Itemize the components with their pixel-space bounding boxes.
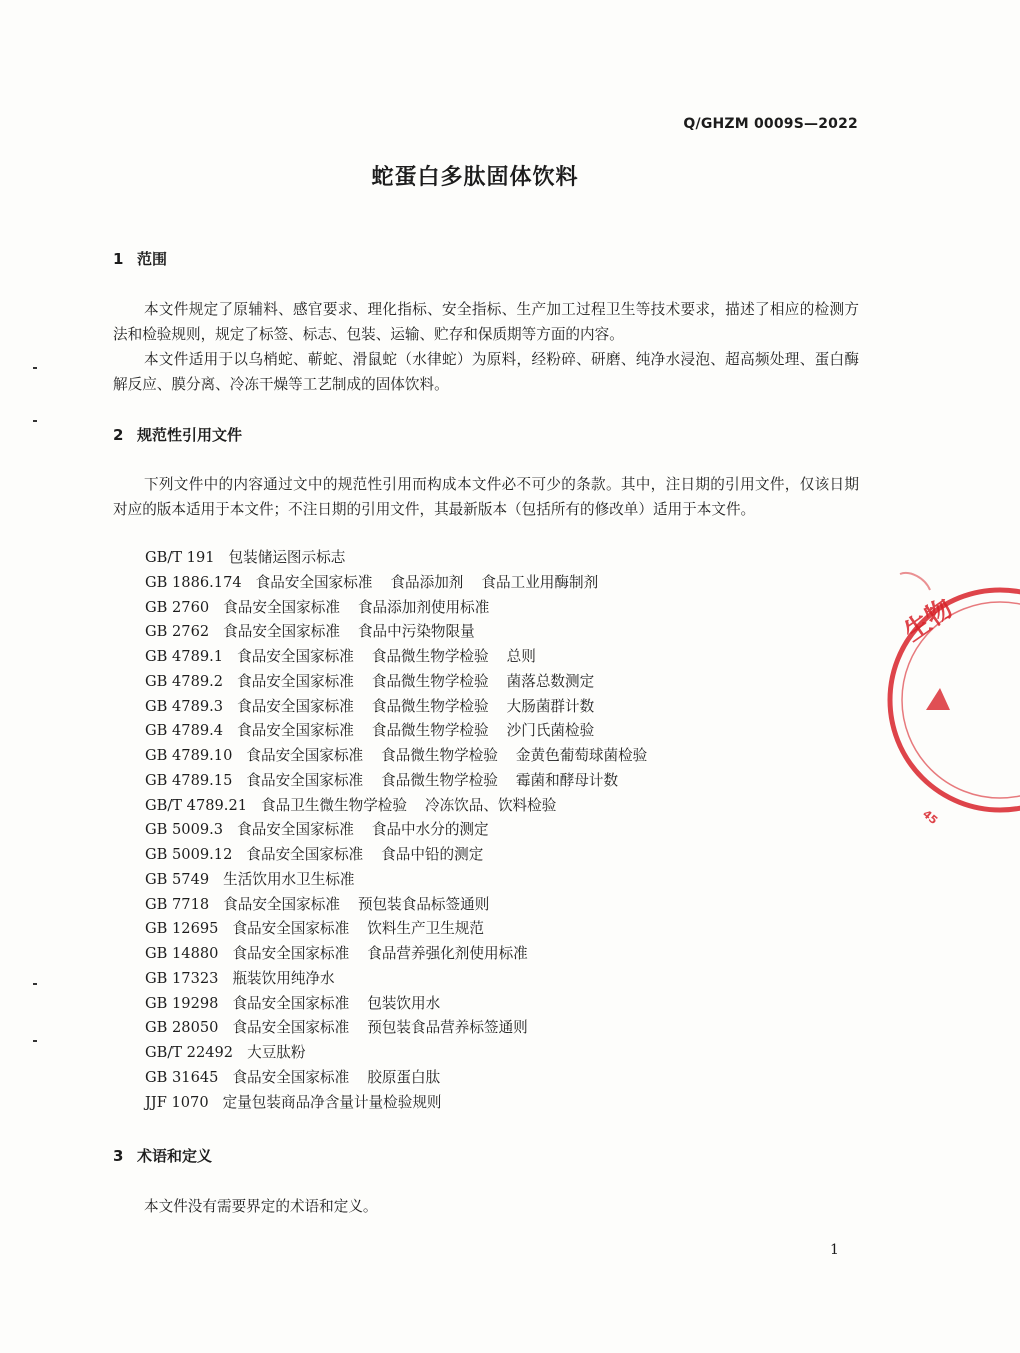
document-number: Q/GHZM 0009S—2022 xyxy=(683,116,858,132)
reference-title-part: 预包装食品营养标签通则 xyxy=(367,1019,528,1037)
reference-title-part: 冷冻饮品、饮料检验 xyxy=(424,796,557,814)
reference-title-part: 食品安全国家标准 xyxy=(237,697,354,715)
section-3-heading xyxy=(113,1145,212,1166)
reference-title-part: 食品安全国家标准 xyxy=(237,722,354,740)
scan-mark xyxy=(33,367,37,369)
reference-code: JJF 1070 xyxy=(145,1093,209,1111)
reference-code: GB 5009.12 xyxy=(145,846,233,863)
reference-code: GB/T 191 xyxy=(145,549,215,566)
reference-title-part: 预包装食品标签通则 xyxy=(357,895,490,913)
reference-item xyxy=(145,843,665,868)
reference-title-part: 包装储运图示标志 xyxy=(228,549,346,566)
reference-code: GB 28050 xyxy=(145,1019,219,1037)
reference-item xyxy=(145,868,665,893)
reference-title-part: 食品安全国家标准 xyxy=(232,994,350,1012)
reference-code: GB/T 22492 xyxy=(145,1044,234,1061)
reference-code: GB 31645 xyxy=(145,1068,219,1086)
reference-item xyxy=(145,1091,665,1116)
reference-title-part: 食品卫生微生物学检验 xyxy=(261,796,407,814)
reference-code: GB 7718 xyxy=(145,895,210,913)
reference-title-part: 霉菌和酵母计数 xyxy=(515,771,619,789)
section-2-heading xyxy=(113,424,242,445)
reference-code: GB 2760 xyxy=(145,598,210,616)
reference-code: GB 12695 xyxy=(145,920,219,938)
section-number: 3 xyxy=(113,1147,124,1165)
reference-item xyxy=(145,1041,665,1066)
reference-code: GB/T 4789.21 xyxy=(145,796,248,814)
reference-title-part: 食品安全国家标准 xyxy=(255,573,373,591)
section-title: 范围 xyxy=(137,250,168,268)
reference-title-part: 食品安全国家标准 xyxy=(223,895,340,913)
reference-title-part: 瓶装饮用纯净水 xyxy=(232,969,335,987)
reference-item xyxy=(145,1066,665,1091)
reference-title-part: 食品添加剂使用标准 xyxy=(357,598,490,616)
reference-item xyxy=(145,992,665,1017)
reference-title-part: 食品中水分的测定 xyxy=(371,821,489,839)
reference-title-part: 食品安全国家标准 xyxy=(232,1019,350,1037)
reference-title-part: 食品添加剂 xyxy=(390,573,464,591)
section-number: 2 xyxy=(113,426,124,444)
reference-code: GB 19298 xyxy=(145,994,219,1012)
reference-title-part: 食品安全国家标准 xyxy=(237,672,354,690)
reference-title-part: 食品中铅的测定 xyxy=(381,846,484,863)
reference-title-part: 食品安全国家标准 xyxy=(237,821,354,839)
reference-code: GB 17323 xyxy=(145,969,219,987)
reference-title-part: 食品安全国家标准 xyxy=(232,1068,350,1086)
reference-list xyxy=(145,546,665,1115)
reference-code: GB 4789.3 xyxy=(145,697,224,715)
page-number: 1 xyxy=(830,1242,839,1258)
section-1-paragraph-1: 本文件规定了原辅料、感官要求、理化指标、安全指标、生产加工过程卫生等技术要求，描述了相应的检测方法和检验规则，规定了标签、标志、包装、运输、贮存和保质期等方面的内容。 xyxy=(113,301,859,343)
reference-title-part: 食品安全国家标准 xyxy=(232,920,350,938)
reference-title-part: 食品微生物学检验 xyxy=(371,697,489,715)
reference-code: GB 14880 xyxy=(145,945,219,962)
reference-item xyxy=(145,695,665,720)
reference-code: GB 5749 xyxy=(145,870,210,888)
section-1-heading xyxy=(113,248,167,269)
reference-item xyxy=(145,769,665,794)
reference-title-part: 包装饮用水 xyxy=(367,994,441,1012)
seal-text: 生物 xyxy=(898,593,959,648)
reference-title-part: 食品微生物学检验 xyxy=(371,648,489,665)
scan-mark xyxy=(33,420,37,422)
reference-title-part: 食品安全国家标准 xyxy=(223,598,340,616)
reference-item xyxy=(145,719,665,744)
reference-item xyxy=(145,620,665,645)
reference-title-part: 食品营养强化剂使用标准 xyxy=(367,945,528,962)
scan-mark xyxy=(33,983,37,985)
reference-title-part: 大肠菌群计数 xyxy=(506,697,595,715)
reference-title-part: 定量包装商品净含量计量检验规则 xyxy=(222,1093,442,1111)
section-1-paragraph-2: 本文件适用于以乌梢蛇、蕲蛇、滑鼠蛇（水律蛇）为原料，经粉碎、研磨、纯净水浸泡、超高频处理、蛋白酶解反应、膜分离、冷冻干燥等工艺制成的固体饮料。 xyxy=(113,351,859,393)
section-number: 1 xyxy=(113,250,124,268)
scan-mark xyxy=(33,1040,37,1042)
reference-title-part: 大豆肽粉 xyxy=(247,1044,306,1061)
reference-item xyxy=(145,942,665,967)
reference-item xyxy=(145,893,665,918)
reference-item xyxy=(145,670,665,695)
reference-item xyxy=(145,794,665,819)
reference-title-part: 食品安全国家标准 xyxy=(246,771,364,789)
seal-star-icon xyxy=(926,688,950,710)
reference-title-part: 食品微生物学检验 xyxy=(381,771,498,789)
reference-title-part: 胶原蛋白肽 xyxy=(367,1068,441,1086)
reference-item xyxy=(145,818,665,843)
reference-title-part: 食品安全国家标准 xyxy=(237,648,354,665)
reference-title-part: 金黄色葡萄球菌检验 xyxy=(515,747,648,764)
reference-title-part: 食品微生物学检验 xyxy=(371,722,489,740)
reference-code: GB 4789.1 xyxy=(145,648,224,665)
seal-ink-mark xyxy=(900,573,930,590)
reference-item xyxy=(145,917,665,942)
reference-item xyxy=(145,1016,665,1041)
reference-item xyxy=(145,645,665,670)
reference-code: GB 4789.15 xyxy=(145,771,233,789)
reference-code: GB 4789.4 xyxy=(145,722,224,740)
reference-code: GB 1886.174 xyxy=(145,573,242,591)
reference-item xyxy=(145,744,665,769)
section-3-paragraph-1: 本文件没有需要界定的术语和定义。 xyxy=(144,1198,378,1215)
reference-title-part: 饮料生产卫生规范 xyxy=(367,920,484,938)
section-title: 规范性引用文件 xyxy=(137,426,243,444)
reference-code: GB 4789.10 xyxy=(145,747,233,764)
section-2-paragraph-1: 下列文件中的内容通过文中的规范性引用而构成本文件必不可少的条款。其中，注日期的引用文件，仅该日期对应的版本适用于本文件；不注日期的引用文件，其最新版本（包括所有的修改单）适用于本文件。 xyxy=(113,476,859,518)
reference-title-part: 食品工业用酶制剂 xyxy=(481,573,599,591)
reference-title-part: 生活饮用水卫生标准 xyxy=(223,870,355,888)
reference-item xyxy=(145,967,665,992)
reference-code: GB 4789.2 xyxy=(145,672,224,690)
reference-item xyxy=(145,571,665,596)
reference-title-part: 食品安全国家标准 xyxy=(232,945,350,962)
section-title: 术语和定义 xyxy=(137,1147,213,1165)
reference-title-part: 食品中污染物限量 xyxy=(357,623,475,641)
reference-title-part: 食品微生物学检验 xyxy=(381,747,498,764)
seal-number: 45 xyxy=(920,807,941,828)
reference-title-part: 沙门氏菌检验 xyxy=(506,722,595,740)
reference-item xyxy=(145,596,665,621)
company-seal xyxy=(870,570,1020,830)
reference-code: GB 5009.3 xyxy=(145,821,224,839)
reference-code: GB 2762 xyxy=(145,623,210,641)
reference-title-part: 菌落总数测定 xyxy=(506,672,595,690)
reference-title-part: 食品安全国家标准 xyxy=(246,846,364,863)
reference-title-part: 食品安全国家标准 xyxy=(246,747,364,764)
reference-title-part: 总则 xyxy=(506,648,536,665)
reference-item xyxy=(145,546,665,571)
reference-title-part: 食品安全国家标准 xyxy=(223,623,340,641)
document-title: 蛇蛋白多肽固体饮料 xyxy=(371,165,579,190)
reference-title-part: 食品微生物学检验 xyxy=(371,672,489,690)
